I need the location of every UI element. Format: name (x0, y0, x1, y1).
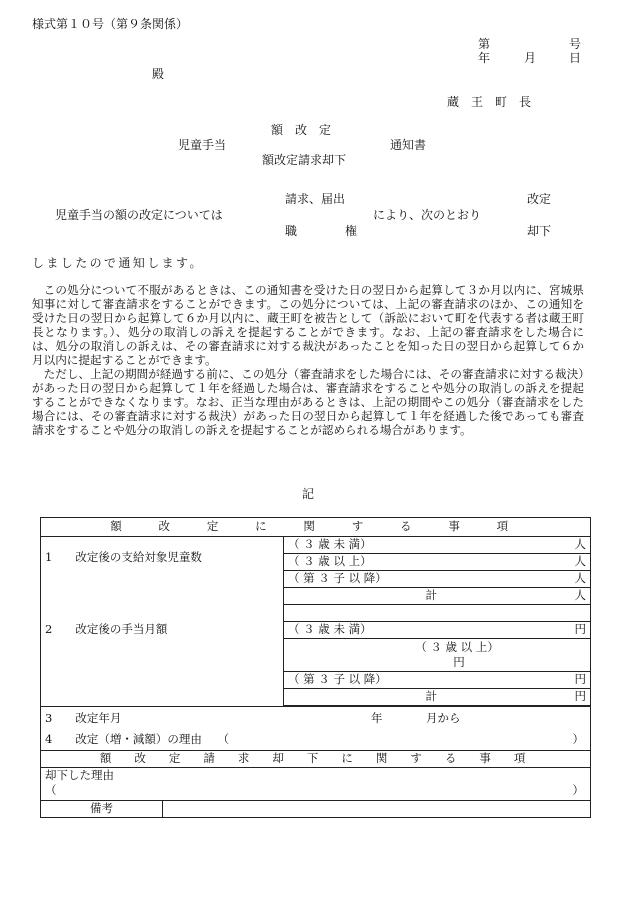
row-amount-under3 (284, 622, 591, 639)
row-amount-third-child (284, 672, 591, 689)
title-suffix: 通知書 (390, 138, 427, 152)
label-amount-third-child: （ 第 ３ 子 以 降） (288, 672, 387, 687)
reject-paren-open: （ (45, 783, 57, 797)
section-revision-title: 額 改 定 に 関 す る 事 項 (41, 518, 591, 537)
row-blank (284, 605, 591, 622)
reject-paren-close: ） (572, 783, 585, 797)
result-revise: 改定 (527, 192, 552, 206)
item3-row (45, 710, 586, 726)
item4-paren-open: （ (217, 732, 229, 746)
section-rejection-title: 額 改 定 請 求 却 下 に 関 す る 事 項 (41, 751, 591, 768)
item1-label: 1 改定後の支給対象児童数 (45, 550, 202, 564)
reject-reason-cell (41, 768, 591, 801)
remarks-label: 備考 (41, 801, 163, 818)
row-over3-children (284, 554, 591, 571)
unit-yen-3: 円 (574, 672, 587, 687)
label-total-children: 計 (425, 588, 438, 603)
title-prefix: 児童手当 (178, 138, 227, 152)
row-third-child (284, 571, 591, 588)
label-amount-under3: （ ３ 歳 未 満） (288, 622, 372, 637)
unit-person-4: 人 (574, 588, 587, 603)
item4-row (45, 731, 586, 747)
appeal-paragraph-2: ただし、上記の期間が経過する前に、この処分（審査請求をした場合には、その審査請求に対する裁決）があった日の翌日から起算して１年を経過した場合は、審査請求をすることや処分の取消しの訴えを提起することができなくなります。なお、正当な理由があるときは、上記の期間やこの処分（審査請求をした場合には、その審査請求に対する裁決）があった日の翌日から起算して１年を経過した後であっても審査請求をすることや処分の取消しの訴えを提起することが認められる場合があります。 (32, 367, 584, 437)
notice-lead: 児童手当の額の改定については (55, 208, 223, 222)
date-day: 日 (569, 51, 582, 65)
label-over3: （ ３ 歳 以 上） (288, 554, 372, 569)
addressee-suffix: 殿 (152, 67, 165, 81)
row-children-total (284, 588, 591, 605)
notice-middle: により、次のとおり (373, 208, 482, 222)
item2-label: 2 改定後の手当月額 (45, 621, 168, 636)
number-suffix: 号 (569, 37, 582, 51)
choice-ex-officio: 職 権 (285, 224, 358, 238)
reject-reason-label: 却下した理由 (45, 768, 114, 782)
item3-month-from: 月から (426, 711, 461, 725)
remarks-value (163, 801, 591, 818)
row-under3-children (284, 537, 591, 554)
item4-paren-close: ） (572, 732, 585, 746)
number-prefix: 第 (478, 37, 491, 51)
row-amount-total (284, 689, 591, 706)
form-number: 様式第１０号（第９条関係） (32, 17, 189, 31)
result-reject: 却下 (527, 224, 552, 238)
issuer-name: 蔵 王 町 長 (447, 95, 532, 109)
label-amount-over3: （ ３ 歳 以 上） (415, 640, 499, 654)
unit-yen-4: 円 (574, 689, 587, 704)
reject-reason-parens (45, 783, 586, 798)
title-option-revision: 額 改 定 (271, 123, 332, 137)
label-under3: （ ３ 歳 未 満） (288, 537, 372, 552)
items-left-block (41, 537, 284, 707)
unit-person-3: 人 (574, 571, 587, 586)
unit-yen-2: 円 (453, 655, 465, 669)
choice-request: 請求、届出 (285, 192, 346, 206)
row-amount-over3 (284, 639, 591, 672)
date-month: 月 (524, 51, 537, 65)
appeal-paragraph-1: この処分について不服があるときは、この通知書を受けた日の翌日から起算して３か月以内に、宮城県知事に対して審査請求をすることができます。この処分については、上記の審査請求のほか、この通知を受けた日の翌日から起算して６か月以内に、蔵王町を被告として（訴訟において町を代表する者は蔵王町長となります。）、処分の取消しの訴えを提起することができます。なお、上記の審査請求をした場合には、処分の取消しの訴えは、その審査請求に対する裁決があったことを知った日の翌日から起算して６か月以内に提起することができます。 (32, 283, 584, 367)
ki-mark: 記 (302, 487, 315, 501)
item4-label: 4 改定（増・減額）の理由 (45, 732, 202, 746)
items-3-4 (41, 707, 591, 751)
unit-person-1: 人 (574, 537, 587, 552)
unit-person-2: 人 (574, 554, 587, 569)
details-table (40, 517, 591, 818)
item3-year: 年 (371, 711, 383, 725)
label-amount-total: 計 (425, 689, 438, 704)
unit-yen-1: 円 (574, 622, 587, 637)
title-option-rejection: 額改定請求却下 (262, 153, 347, 167)
label-third-child: （ 第 ３ 子 以 降） (288, 571, 387, 586)
notice-closing: しましたので通知します。 (32, 256, 204, 270)
appeal-instructions (32, 283, 584, 437)
date-year: 年 (478, 51, 491, 65)
item3-label: 3 改定年月 (45, 711, 122, 725)
